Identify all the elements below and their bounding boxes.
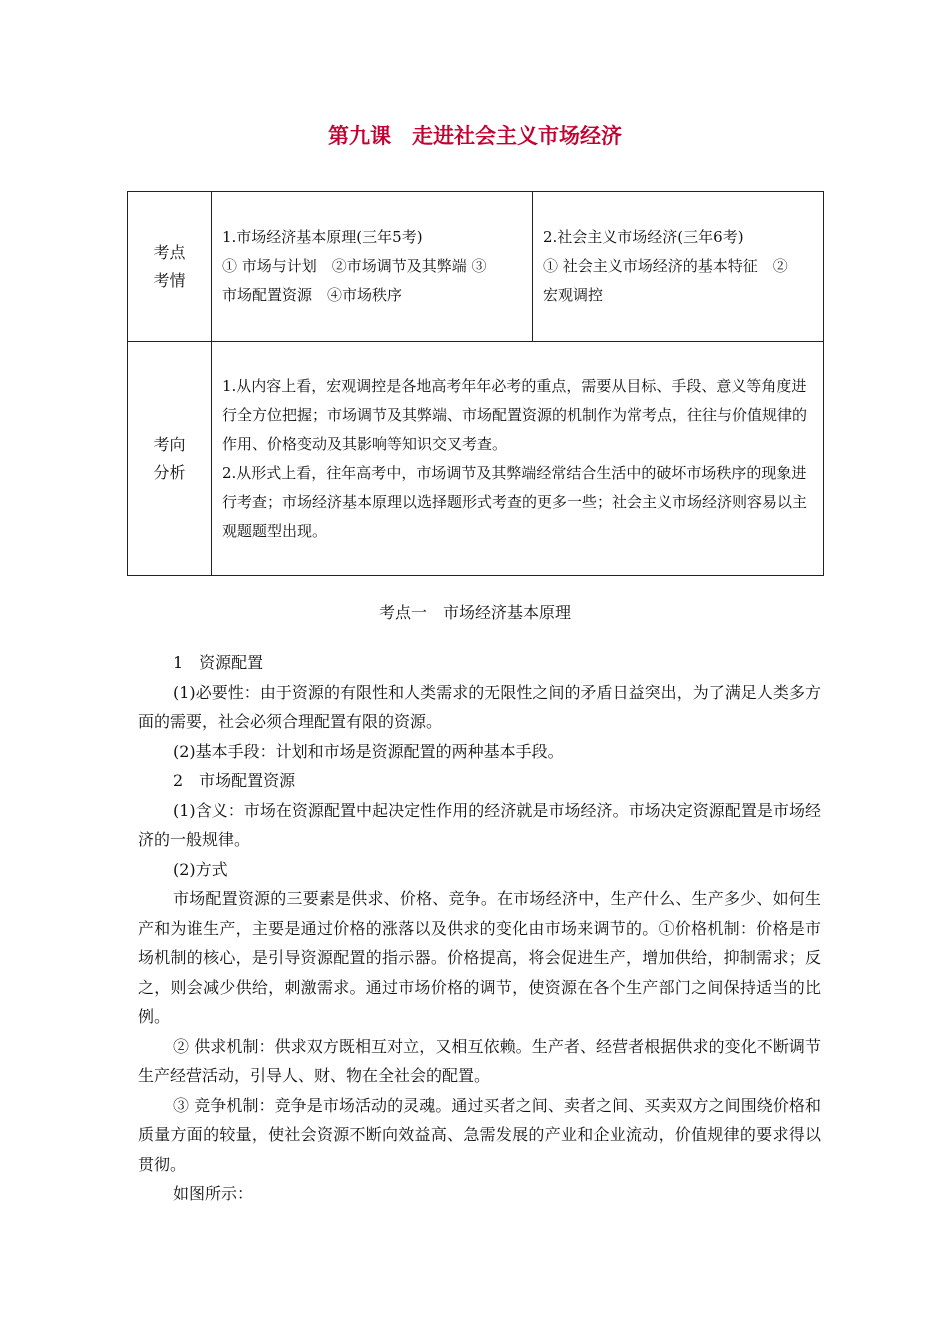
exam-point-1-heading: 1.市场经济基本原理(三年5考)	[222, 228, 423, 246]
table-row-analysis	[128, 342, 824, 576]
exam-point-1-line: ① 市场与计划 ②市场调节及其弊端 ③	[222, 257, 487, 275]
heading-resource-allocation: 1 资源配置	[173, 653, 264, 672]
paragraph-figure-note: 如图所示：	[173, 1184, 254, 1203]
exam-point-1-line: 市场配置资源 ④市场秩序	[222, 286, 403, 304]
row-label-line: 考情	[153, 270, 186, 290]
row-label-cell	[128, 342, 212, 576]
row-label-line: 考点	[153, 242, 186, 262]
paragraph-meaning: (1)含义：市场在资源配置中起决定性作用的经济就是市场经济。市场决定资源配置是市场经济的一般规律。	[138, 800, 821, 849]
row-label-cell	[128, 192, 212, 342]
exam-info-table	[127, 191, 824, 576]
paragraph-supply-demand: ② 供求机制：供求双方既相互对立，又相互依赖。生产者、经营者根据供求的变化不断调节生产经营活动，引导人、财、物在全社会的配置。	[138, 1036, 821, 1085]
heading-market-allocation: 2 市场配置资源	[173, 771, 296, 790]
exam-point-2-cell	[533, 192, 824, 342]
page-title: 第九课 走进社会主义市场经济	[328, 123, 622, 148]
row-label-line: 分析	[153, 462, 186, 482]
paragraph-basic-means: (2)基本手段：计划和市场是资源配置的两种基本手段。	[173, 741, 564, 761]
analysis-paragraph: 1.从内容上看，宏观调控是各地高考年年必考的重点，需要从目标、手段、意义等角度进行全方位把握；市场调节及其弊端、市场配置资源的机制作为常考点，往往与价值规律的作用、价格变动及其影响等知识交叉考查。	[222, 376, 808, 453]
exam-point-2-line: ① 社会主义市场经济的基本特征 ②	[543, 257, 788, 275]
exam-point-2-line: 宏观调控	[543, 286, 604, 304]
paragraph-competition: ③ 竞争机制：竞争是市场活动的灵魂。通过买者之间、卖者之间、买卖双方之间围绕价格和质量方面的较量，使社会资源不断向效益高、急需发展的产业和企业流动，价值规律的要求得以贯彻。	[138, 1095, 821, 1174]
paragraph-methods-heading: (2)方式	[173, 859, 228, 879]
section-title: 考点一 市场经济基本原理	[378, 603, 571, 622]
row-label-line: 考向	[153, 434, 186, 454]
exam-point-1-cell	[212, 192, 533, 342]
body-text	[138, 648, 821, 1209]
exam-point-2-heading: 2.社会主义市场经济(三年6考)	[543, 228, 744, 246]
analysis-cell	[212, 342, 824, 576]
paragraph-necessity: (1)必要性：由于资源的有限性和人类需求的无限性之间的矛盾日益突出，为了满足人类多方面的需要，社会必须合理配置有限的资源。	[138, 682, 821, 731]
table-row-exam-points	[128, 192, 824, 342]
paragraph-price-mechanism: 市场配置资源的三要素是供求、价格、竞争。在市场经济中，生产什么、生产多少、如何生产和为谁生产，主要是通过价格的涨落以及供求的变化由市场来调节的。①价格机制：价格是市场机制的核心，是引导资源配置的指示器。价格提高，将会促进生产，增加供给，抑制需求；反之，则会减少供给，刺激需求。通过市场价格的调节，使资源在各个生产部门之间保持适当的比例。	[138, 889, 821, 1026]
analysis-paragraph: 2.从形式上看，往年高考中，市场调节及其弊端经常结合生活中的破坏市场秩序的现象进行考查；市场经济基本原理以选择题形式考查的更多一些；社会主义市场经济则容易以主观题题型出现。	[222, 463, 808, 540]
